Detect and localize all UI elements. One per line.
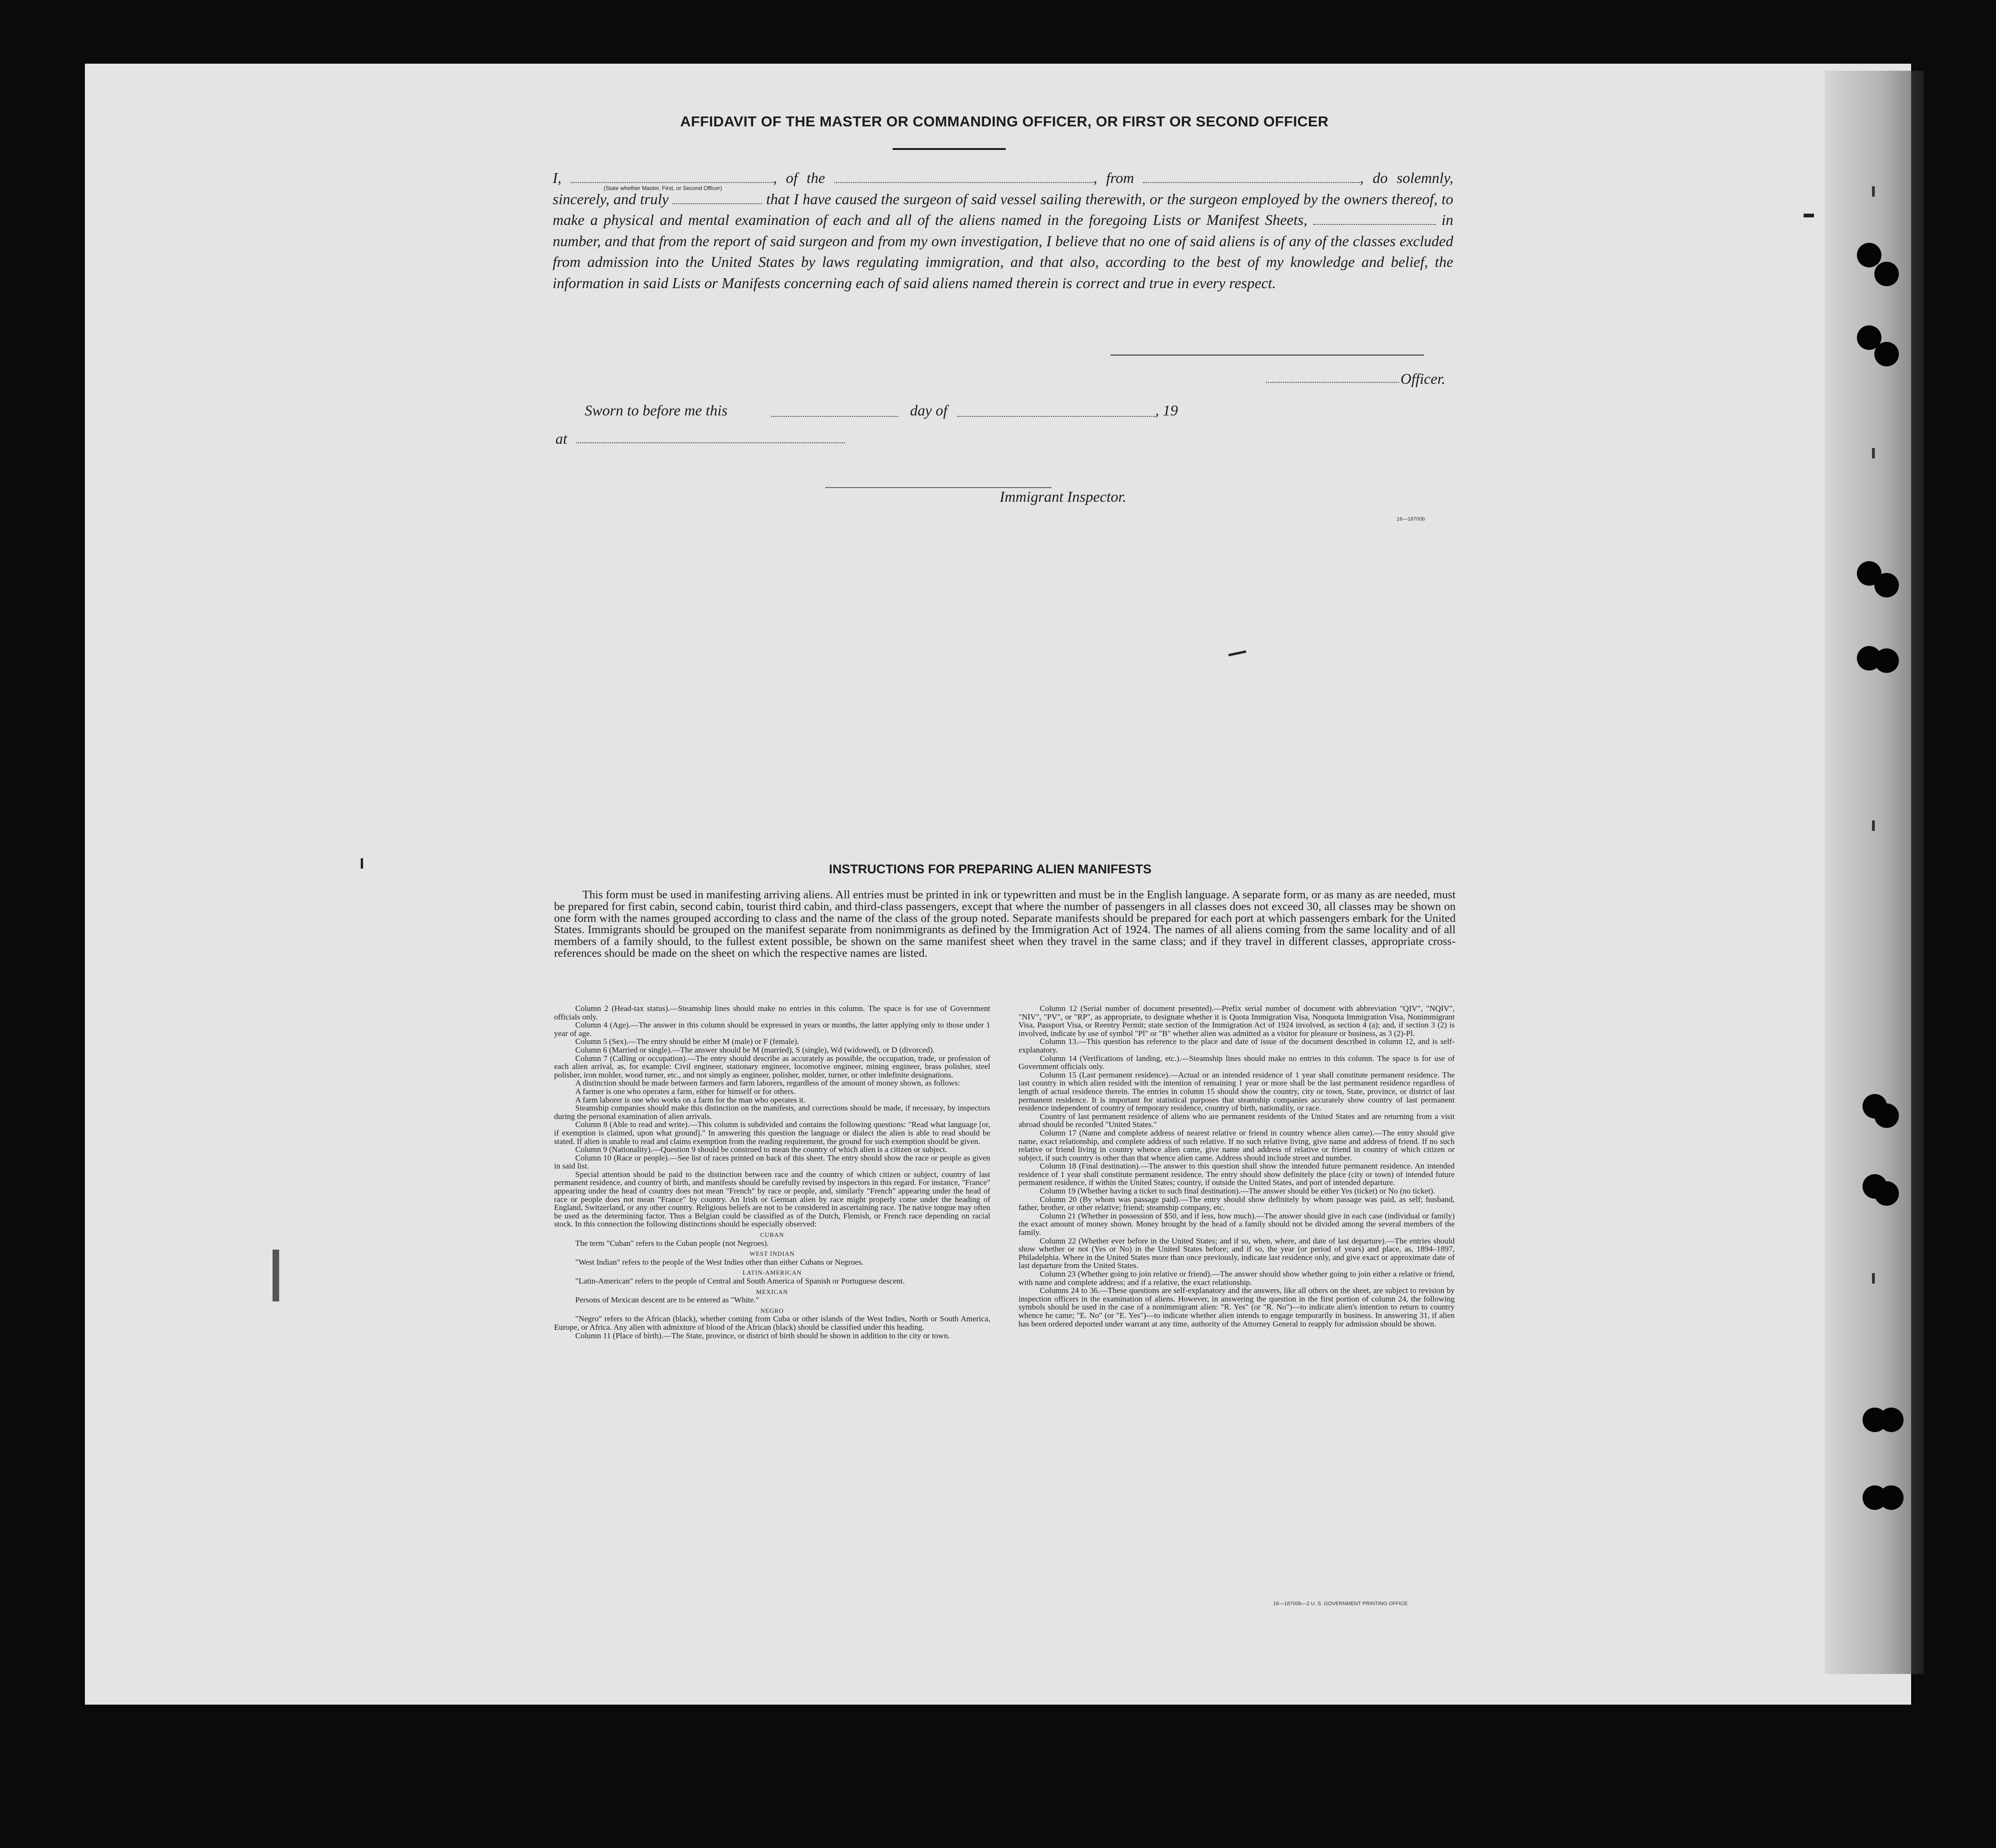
inspector-label: Immigrant Inspector. bbox=[1000, 488, 1126, 505]
instruction-paragraph: Column 21 (Whether in possession of $50, and if less, how much).—The answer should give in each case (individual or family) the exact amount of money shown. Money brought by the head of a family should not be divided among the several members of the family. bbox=[1019, 1211, 1455, 1237]
instruction-paragraph: Column 19 (Whether having a ticket to such final destination).—The answer should be either Yes (ticket) or No (no ticket). bbox=[1040, 1186, 1435, 1196]
officer-rank-blank[interactable] bbox=[1266, 382, 1399, 383]
footer-print-office: 16—18700b—2 U. S. GOVERNMENT PRINTING OFFICE bbox=[1273, 1601, 1408, 1607]
title-underline bbox=[893, 148, 1006, 150]
instruction-paragraph: Column 18 (Final destination).—The answer to this question shall show the intended future permanent residence. An intended residence of 1 year shall constitute permanent residence. The entry should show definitely the place (city or town) of intended future permanent residence, if within the United States; country, if outside the United States, and port of intended departure. bbox=[1019, 1161, 1455, 1187]
year-label: , 19 bbox=[1155, 402, 1178, 419]
alien-count-blank[interactable] bbox=[1313, 214, 1436, 225]
instruction-paragraph: Column 15 (Last permanent residence).—Actual or an intended residence of 1 year shall constitute permanent residence. The last country in which alien resided with the intention of remaining 1 year or more shall be the last permanent residence regardless of length of actual residence therein. The entries in column 15 should show the country, city or town, State, province, or district of last permanent residence. It is important for statistical purposes that steamship companies accurately show country of last permanent residence independent of country of temporary residence, country of birth, nationality, or race. bbox=[1019, 1070, 1455, 1113]
sworn-month-blank[interactable] bbox=[957, 416, 1155, 417]
cuban-heading: CUBAN bbox=[760, 1231, 784, 1239]
instructions-left-column bbox=[554, 1004, 990, 1340]
ink-speck bbox=[361, 858, 363, 869]
instruction-paragraph: Special attention should be paid to the distinction between race and the country of which citizen or subject, country of last permanent residence, and country of birth, and manifests should be carefully revised by inspectors in this regard. For instance, "France" appearing under the head of country does not mean "French" by race or people, and, similarly "French" appearing under the head of race or people does not mean "France" by country. An Irish or German alien by race might properly come under the heading of England, Switzerland, or any other country. Religious beliefs are not to be considered in ascertaining race. The native tongue may often be used as the determining factor. Thus a Belgian could be classified as of the Dutch, Flemish, or French race depending on racial stock. In this connection the following distinctions should be especially observed: bbox=[554, 1169, 990, 1229]
instruction-paragraph: Column 6 (Married or single).—The answer should be M (married), S (single), Wd (widowed), or D (divorced). bbox=[575, 1045, 935, 1054]
negro-definition: "Negro" refers to the African (black), whether coming from Cuba or other islands of the West Indies, North or South America, Europe, or Africa. Any alien with admixture of blood of the African (black) should be classified under this heading. bbox=[554, 1314, 990, 1332]
latin-american-definition: "Latin-American" refers to the people of Central and South America of Spanish or Portuguese descent. bbox=[575, 1276, 905, 1285]
day-of-label: day of bbox=[910, 402, 948, 419]
instruction-paragraph: Column 23 (Whether going to join relative or friend).—The answer should show whether going to join either a relative or friend, with name and complete address; and if a relative, the exact relationship. bbox=[1019, 1269, 1455, 1287]
west-indian-heading: WEST INDIAN bbox=[749, 1250, 795, 1258]
punch-hole bbox=[1874, 573, 1899, 597]
instruction-paragraph: Steamship companies should make this distinction on the manifests, and corrections should be made, if necessary, by inspectors during the personal examination of alien arrivals. bbox=[554, 1103, 990, 1121]
instructions-right-column bbox=[1019, 1004, 1455, 1328]
sworn-day-blank[interactable] bbox=[771, 416, 898, 417]
instruction-paragraph: Country of last permanent residence of aliens who are permanent residents of the United States and are returning from a visit abroad should be recorded "United States." bbox=[1019, 1111, 1455, 1129]
instruction-paragraph: A farmer is one who operates a farm, either for himself or for others. bbox=[575, 1086, 795, 1096]
instruction-paragraph: Column 8 (Able to read and write).—This column is subdivided and contains the following questions: "Read what language [or, if exemption is claimed, upon what ground]." In answering this question the language or dialect the alien is able to read should be stated. If alien is unable to read and claims exemption from the reading requirement, the ground for such exemption should be given. bbox=[554, 1120, 990, 1146]
port-from-blank[interactable] bbox=[1143, 172, 1360, 183]
edge-mark bbox=[1872, 448, 1875, 458]
west-indian-definition: "West Indian" refers to the people of the West Indies other than either Cubans or Negroes. bbox=[575, 1257, 864, 1267]
instruction-paragraph: Column 12 (Serial number of document presented).—Prefix serial number of document with abbreviation "QIV", "NQIV", "NIV", "PV", or "RP", as appropriate, to designate whether it is Quota Immigration Visa, Nonquota Immigration Visa, Nonimmigrant Visa, Passport Visa, or Reentry Permit; state section of the Immigration Act of 1924 involved, as section 4 (a); and, if section 3 (2) is involved, indicate by use of symbol "Pl" or "B" whether alien was admitted as a visitor for pleasure or business, as 3 (2)-Pl. bbox=[1019, 1004, 1455, 1038]
sworn-label: Sworn to before me this bbox=[585, 402, 728, 419]
instruction-paragraph: Column 13.—This question has reference to the place and date of issue of the document described in column 12, and is self-explanatory. bbox=[1019, 1037, 1455, 1054]
punch-hole bbox=[1874, 1103, 1899, 1128]
affidavit-text-1: I, bbox=[553, 169, 562, 186]
edge-mark bbox=[1872, 820, 1875, 831]
punch-hole bbox=[1879, 1408, 1904, 1432]
officer-label: Officer. bbox=[1400, 370, 1446, 387]
instruction-paragraph: A distinction should be made between farmers and farm laborers, regardless of the amount of money shown, as follows: bbox=[575, 1078, 960, 1088]
document-sheet bbox=[85, 64, 1911, 1705]
edge-mark bbox=[1872, 186, 1875, 197]
punch-hole bbox=[1874, 262, 1899, 286]
affidavit-text-2: , of the bbox=[773, 169, 825, 186]
vessel-name-blank[interactable] bbox=[834, 172, 1093, 183]
ink-speck bbox=[1804, 214, 1814, 217]
instruction-paragraph: Column 17 (Name and complete address of nearest relative or friend in country whence alien came).—The entry should give name, exact relationship, and complete address of such relative. If no such relative living, give name and address of friend. If no such relative or friend living in country whence alien came, give name and address of relative or friend in country of which citizen or subject, if such country is other than that whence alien came. Address should include street and number. bbox=[1019, 1128, 1455, 1162]
mexican-definition: Persons of Mexican descent are to be entered as "White." bbox=[575, 1295, 759, 1305]
instruction-paragraph: Column 7 (Calling or occupation).—The entry should describe as accurately as possible, the occupation, trade, or profession of each alien arrival, as, for example: Civil engineer, stationary engineer, locomotive engineer, mining engineer, brass polisher, steel polisher, iron molder, wood turner, etc., and not simply as engineer, polisher, molder, turner, or other indefinite designations. bbox=[554, 1053, 990, 1079]
instruction-paragraph: Column 22 (Whether ever before in the United States; and if so, when, where, and date of last departure).—The entries should show whether or not (Yes or No) in the United States before; and if so, the year (or period of years) and place, as, 1894–1897, Philadelphia. Where in the United States more than once previously, indicate last residence only, and give exact or approximate date of last departure from the United States. bbox=[1019, 1236, 1455, 1270]
affidavit-text-4: , do solemnly, sincerely, and truly bbox=[553, 169, 1454, 207]
instructions-intro: This form must be used in manifesting arriving aliens. All entries must be printed in ink or typewritten and must be in the English language. A separate form, or as many as are needed, must be prepared for first cabin, second cabin, tourist third cabin, and third-class passengers, except that where the number of passengers in all classes does not exceed 30, all classes may be shown on one form with the names grouped according to class and the name of the class of the group noted. Separate manifests should be prepared for each port at which passengers embark for the United States. Immigrants should be grouped on the manifest separate from nonimmigrants as defined by the Immigration Act of 1924. The names of all aliens coming from the same locality and of all members of a family should, to the fullest extent possible, be shown on the same manifest sheet when they travel in the same class; and if they travel in different classes, appropriate cross-references should be made on the sheet on which the respective names are listed. bbox=[554, 888, 1456, 960]
instruction-paragraph: Column 5 (Sex).—The entry should be either M (male) or F (female). bbox=[575, 1037, 799, 1046]
instruction-paragraph: Column 2 (Head-tax status).—Steamship lines should make no entries in this column. The space is for use of Government officials only. bbox=[554, 1004, 990, 1021]
at-label: at bbox=[555, 430, 567, 447]
punch-hole bbox=[1857, 243, 1881, 267]
punch-hole bbox=[1874, 342, 1899, 366]
affidavit-title: AFFIDAVIT OF THE MASTER OR COMMANDING OFFICER, OR FIRST OR SECOND OFFICER bbox=[680, 113, 1329, 130]
affidavit-text-5: that I have caused the surgeon of said vessel sailing therewith, or the surgeon employed by the owners thereof, to make a physical and mental examination of each and all of the aliens named in the foregoing Lists or Manifest Sheets, bbox=[553, 190, 1454, 228]
instruction-paragraph: Column 9 (Nationality).—Question 9 should be construed to mean the country of which alien is a citizen or subject. bbox=[575, 1145, 947, 1154]
mexican-heading: MEXICAN bbox=[756, 1288, 788, 1295]
punch-hole bbox=[1874, 1181, 1899, 1206]
instruction-paragraph: Column 11 (Place of birth).—The State, province, or district of birth should be shown in addition to the city or town. bbox=[575, 1331, 950, 1340]
instruction-paragraph: Column 4 (Age).—The answer in this column should be expressed in years or months, the latter applying only to those under 1 year of age. bbox=[554, 1020, 990, 1038]
punch-hole bbox=[1874, 648, 1899, 673]
instructions-title: INSTRUCTIONS FOR PREPARING ALIEN MANIFESTS bbox=[828, 862, 1152, 876]
instruction-paragraph: A farm laborer is one who works on a farm for the man who operates it. bbox=[575, 1095, 806, 1104]
affidavit-text-3: , from bbox=[1093, 169, 1134, 186]
instruction-paragraph: Column 10 (Race or people).—See list of races printed on back of this sheet. The entry should show the race or people as given in said list. bbox=[554, 1153, 990, 1171]
cuban-definition: The term "Cuban" refers to the Cuban people (not Negroes). bbox=[575, 1238, 769, 1248]
page-edge-shadow bbox=[1825, 71, 1924, 1674]
officer-name-blank[interactable] bbox=[571, 172, 773, 183]
signature-line[interactable] bbox=[1110, 355, 1424, 356]
punch-hole bbox=[1879, 1485, 1904, 1510]
affidavit-text-6: in number, and that from the report of said surgeon and from my own investigation, I believe that no one of said aliens is of any of the classes excluded from admission into the United States by laws regulating immigration, and that also, according to the best of my knowledge and belief, the information in said Lists or Manifests concerning each of said aliens named therein is correct and true in every respect. bbox=[553, 211, 1454, 291]
form-number: 16—18700b bbox=[1397, 516, 1425, 522]
sailing-date-blank[interactable] bbox=[672, 193, 762, 204]
ink-speck bbox=[273, 1250, 279, 1301]
instruction-paragraph: Column 14 (Verifications of landing, etc.).—Steamship lines should make no entries in this column. The space is for use of Government officials only. bbox=[1019, 1053, 1455, 1071]
negro-heading: NEGRO bbox=[760, 1307, 784, 1314]
affidavit-text bbox=[553, 167, 1453, 293]
officer-rank-note: (State whether Master, First, or Second Officer) bbox=[604, 185, 722, 191]
sworn-place-blank[interactable] bbox=[576, 442, 845, 443]
latin-american-heading: LATIN-AMERICAN bbox=[742, 1269, 802, 1276]
instruction-paragraph: Column 20 (By whom was passage paid).—The entry should show definitely by whom passage was paid, as self; husband, father, brother, or other relative; friend; steamship company, etc. bbox=[1019, 1194, 1455, 1212]
edge-mark bbox=[1872, 1273, 1875, 1284]
instruction-paragraph: Columns 24 to 36.—These questions are self-explanatory and the answers, like all others on the sheet, are subject to revision by inspection officers in the examination of aliens. However, in answering the question in the first portion of column 24, the following symbols should be used in the case of a nonimmigrant alien: "R. Yes" (or "R. No")—to indicate alien's intention to return to country whence he came; "E. No" (or "E. Yes")—to indicate whether alien intends to engage temporarily in business. In answering 31, if alien has been ordered deported under warrant at any time, authority of the Attorney General to reapply for admission should be shown. bbox=[1019, 1286, 1455, 1328]
